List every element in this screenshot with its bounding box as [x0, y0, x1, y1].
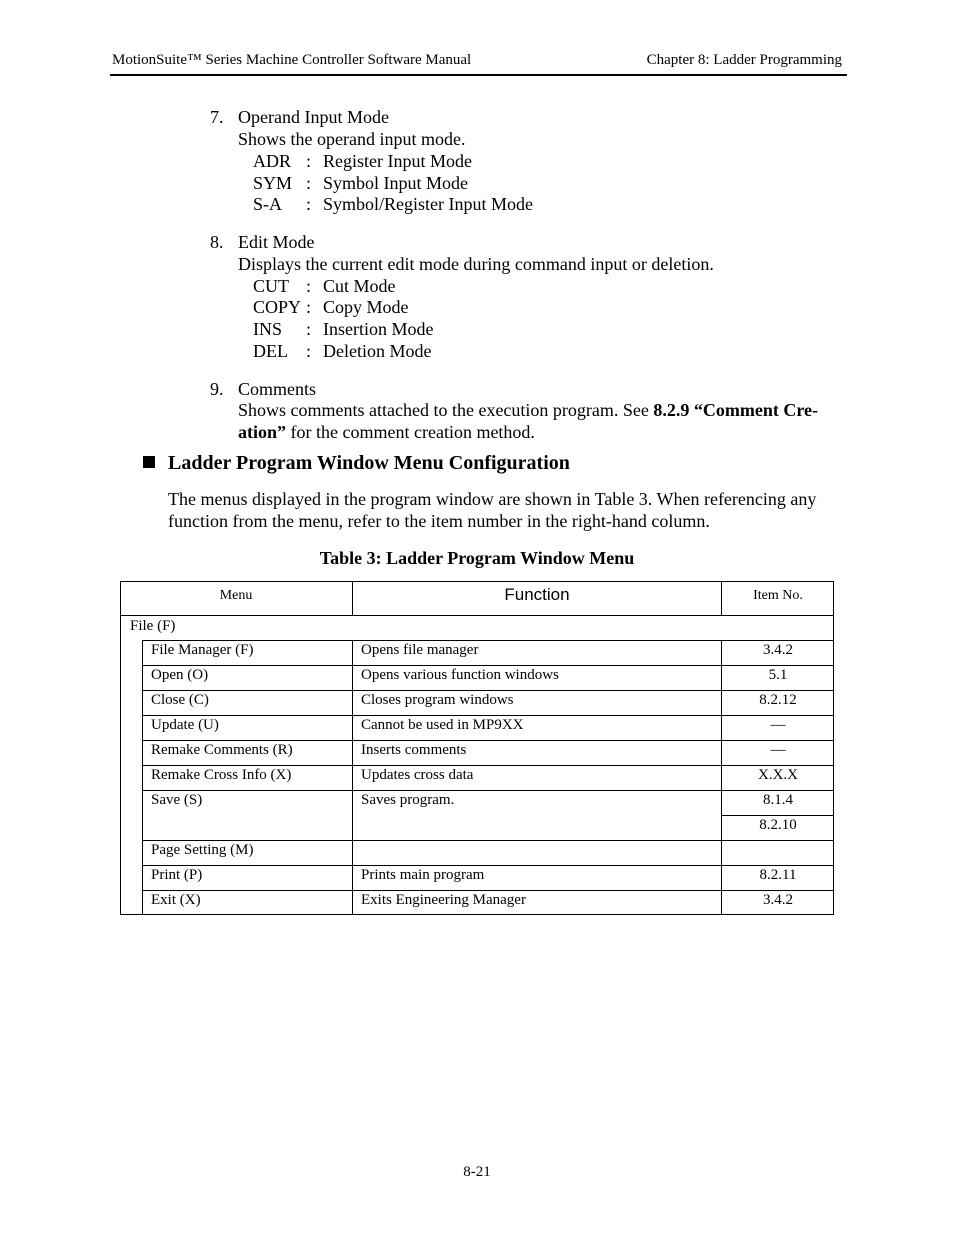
section-paragraph-line1: The menus displayed in the program window are shown in Table 3. When referencing any — [168, 489, 817, 509]
table-rule — [142, 840, 834, 841]
mode-code: COPY — [253, 297, 302, 317]
mode-code: INS — [253, 319, 283, 339]
mode-desc: Symbol/Register Input Mode — [323, 194, 533, 214]
table-cell-menu: Remake Comments (R) — [151, 742, 293, 758]
item-8-text: Displays the current edit mode during command input or deletion. — [238, 254, 714, 274]
item-9-title: Comments — [238, 379, 317, 399]
item-7-text: Shows the operand input mode. — [238, 129, 466, 149]
table-cell-item: X.X.X — [758, 767, 798, 783]
mode-desc: Register Input Mode — [323, 151, 472, 171]
item-7-number: 7. — [210, 107, 224, 127]
table-cell-item: 3.4.2 — [763, 642, 793, 658]
table-cell-function: Prints main program — [361, 867, 485, 883]
table-cell-menu: Exit (X) — [151, 892, 201, 908]
mode-desc: Insertion Mode — [323, 319, 434, 339]
mode-code: ADR — [253, 151, 292, 171]
table-cell-function: Inserts comments — [361, 742, 467, 758]
table-cell-item: 8.2.11 — [759, 867, 797, 883]
table-cell-function: Saves program. — [361, 792, 455, 808]
header-rule — [110, 74, 847, 76]
table-border — [120, 914, 834, 915]
mode-code: SYM — [253, 173, 293, 193]
table-rule — [142, 665, 834, 666]
table-cell-menu: Remake Cross Info (X) — [151, 767, 292, 783]
mode-colon: : — [306, 276, 312, 296]
table-rule — [142, 640, 143, 915]
table-border — [120, 581, 121, 915]
table-cell-item: 8.2.12 — [759, 692, 797, 708]
mode-code: DEL — [253, 341, 288, 361]
cross-reference-link[interactable]: 8.2.9 “Comment Cre- — [653, 400, 819, 420]
item-7-title: Operand Input Mode — [238, 107, 389, 127]
table-rule — [352, 640, 353, 915]
table-border — [120, 581, 834, 582]
item-8-title: Edit Mode — [238, 232, 315, 252]
mode-colon: : — [306, 319, 312, 339]
table-rule — [142, 715, 834, 716]
section-paragraph-line2: function from the menu, refer to the item number in the right-hand column. — [168, 511, 710, 531]
text-run: Shows comments attached to the execution program. See — [238, 400, 654, 420]
table-cell-item: 8.1.4 — [763, 792, 793, 808]
table-rule — [142, 865, 834, 866]
mode-colon: : — [306, 341, 312, 361]
table-cell-menu: File Manager (F) — [151, 642, 254, 658]
page-number: 8-21 — [463, 1164, 491, 1180]
running-header-chapter: Chapter 8: Ladder Programming — [646, 52, 842, 68]
column-header-function: Function — [504, 585, 570, 604]
section-heading — [143, 452, 570, 475]
item-9-text-line2 — [238, 422, 535, 443]
table-rule — [142, 740, 834, 741]
table-cell-menu: Open (O) — [151, 667, 209, 683]
mode-colon: : — [306, 151, 312, 171]
table-cell-function: Cannot be used in MP9XX — [361, 717, 524, 733]
table-cell-function: Opens various function windows — [361, 667, 559, 683]
table-cell-item: 5.1 — [768, 667, 788, 683]
table-cell-function: Updates cross data — [361, 767, 474, 783]
table-cell-item: 8.2.10 — [759, 817, 797, 833]
table-caption: Table 3: Ladder Program Window Menu — [319, 548, 635, 568]
mode-desc: Symbol Input Mode — [323, 173, 469, 193]
table-cell-menu: Print (P) — [151, 867, 203, 883]
table-cell-menu: Update (U) — [151, 717, 219, 733]
table-rule — [142, 640, 834, 641]
cross-reference-link-cont[interactable]: ation” — [238, 422, 287, 442]
menu-group-file: File (F) — [130, 618, 176, 634]
table-cell-menu: Save (S) — [151, 792, 203, 808]
mode-code: CUT — [253, 276, 289, 296]
square-bullet-icon — [143, 456, 155, 468]
table-cell-function: Exits Engineering Manager — [361, 892, 526, 908]
menu-table — [120, 581, 834, 915]
running-header-title: MotionSuite™ Series Machine Controller Software Manual — [112, 52, 472, 68]
mode-desc: Deletion Mode — [323, 341, 432, 361]
text-run: for the comment creation method. — [286, 422, 535, 442]
mode-colon: : — [306, 194, 312, 214]
column-header-item-no: Item No. — [753, 588, 803, 603]
table-cell-function: Opens file manager — [361, 642, 479, 658]
table-rule — [142, 765, 834, 766]
table-cell-function: Closes program windows — [361, 692, 514, 708]
mode-colon: : — [306, 297, 312, 317]
table-cell-item: — — [770, 717, 786, 733]
column-header-menu: Menu — [219, 588, 253, 603]
mode-code: S-A — [253, 194, 283, 214]
table-rule — [721, 815, 834, 816]
table-cell-item: — — [770, 742, 786, 758]
table-rule — [142, 790, 834, 791]
table-cell-item: 3.4.2 — [763, 892, 793, 908]
table-cell-menu: Close (C) — [151, 692, 209, 708]
item-9-number: 9. — [210, 379, 224, 399]
mode-colon: : — [306, 173, 312, 193]
table-cell-menu: Page Setting (M) — [151, 842, 254, 858]
table-rule — [142, 890, 834, 891]
table-rule — [142, 690, 834, 691]
item-8-number: 8. — [210, 232, 224, 252]
section-title: Ladder Program Window Menu Configuration — [168, 452, 570, 474]
table-rule — [120, 615, 834, 616]
mode-desc: Copy Mode — [323, 297, 409, 317]
item-9-text-line1 — [238, 400, 818, 421]
mode-desc: Cut Mode — [323, 276, 396, 296]
